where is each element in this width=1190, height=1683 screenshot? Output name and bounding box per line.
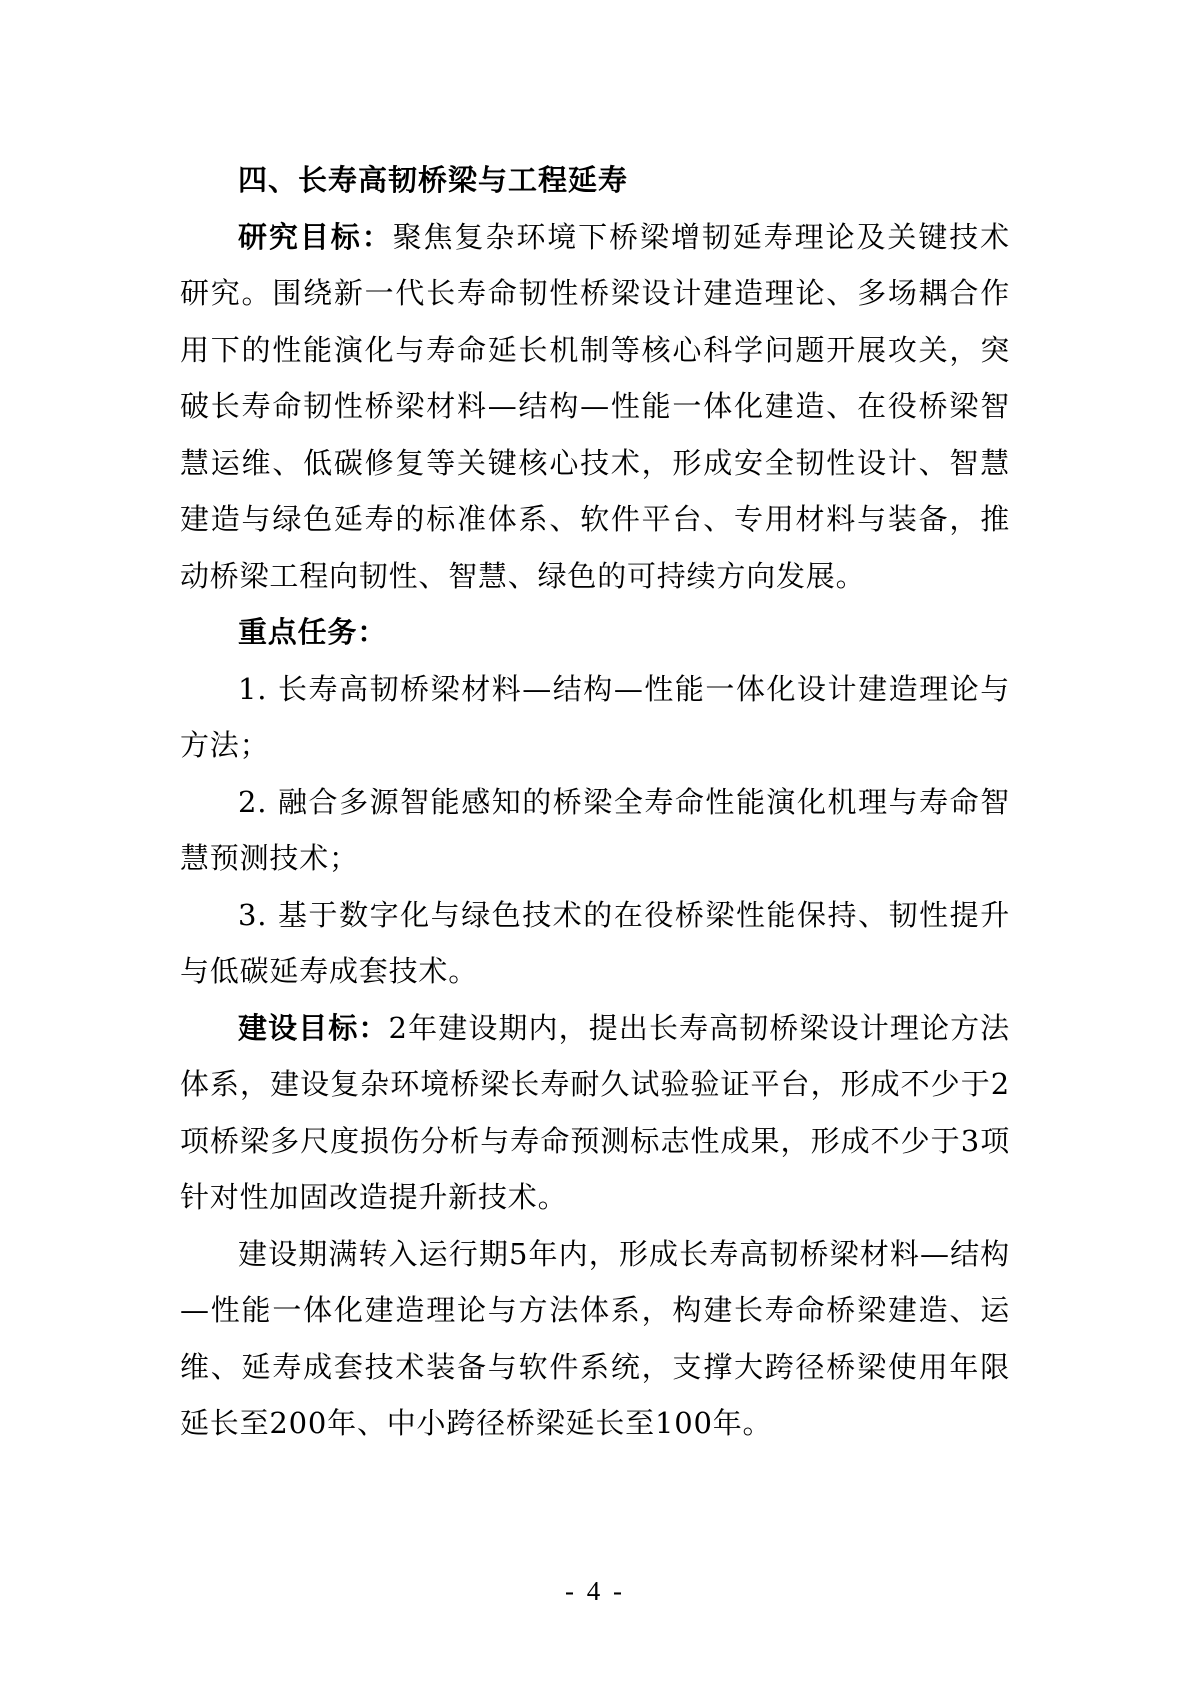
research-goal-paragraph: [180, 209, 1010, 605]
research-goal-label: 研究目标：: [238, 219, 393, 254]
section-heading: 四、长寿高韧桥梁与工程延寿: [238, 163, 629, 197]
research-goal-text: 聚焦复杂环境下桥梁增韧延寿理论及关键技术研究。围绕新一代长寿命韧性桥梁设计建造理论、多场耦合作用下的性能演化与寿命延长机制等核心科学问题开展攻关，突破长寿命韧性桥梁材料—结构—性能一体化建造、在役桥梁智慧运维、低碳修复等关键核心技术，形成安全韧性设计、智慧建造与绿色延寿的标准体系、软件平台、专用材料与装备，推动桥梁工程向韧性、智慧、绿色的可持续方向发展。: [180, 219, 1010, 593]
operation-period-paragraph: 建设期满转入运行期5年内，形成长寿高韧桥梁材料—结构—性能一体化建造理论与方法体系，构建长寿命桥梁建造、运维、延寿成套技术装备与软件系统，支撑大跨径桥梁使用年限延长至200年、中小跨径桥梁延长至100年。: [180, 1236, 1010, 1440]
key-task-item-1: 1. 长寿高韧桥梁材料—结构—性能一体化设计建造理论与方法；: [180, 671, 1010, 762]
page-number: - 4 -: [565, 1576, 625, 1606]
construction-goal-label: 建设目标：: [238, 1010, 389, 1045]
construction-goal-paragraph: [180, 1000, 1010, 1226]
key-task-item-3: 3. 基于数字化与绿色技术的在役桥梁性能保持、韧性提升与低碳延寿成套技术。: [180, 897, 1010, 988]
key-tasks-label: 重点任务：: [238, 615, 388, 649]
document-body: [180, 152, 1010, 1452]
key-task-item-2: 2. 融合多源智能感知的桥梁全寿命性能演化机理与寿命智慧预测技术；: [180, 784, 1010, 875]
construction-goal-text: 2年建设期内，提出长寿高韧桥梁设计理论方法体系，建设复杂环境桥梁长寿耐久试验验证平台，形成不少于2项桥梁多尺度损伤分析与寿命预测标志性成果，形成不少于3项针对性加固改造提升新技术。: [180, 1010, 1010, 1214]
